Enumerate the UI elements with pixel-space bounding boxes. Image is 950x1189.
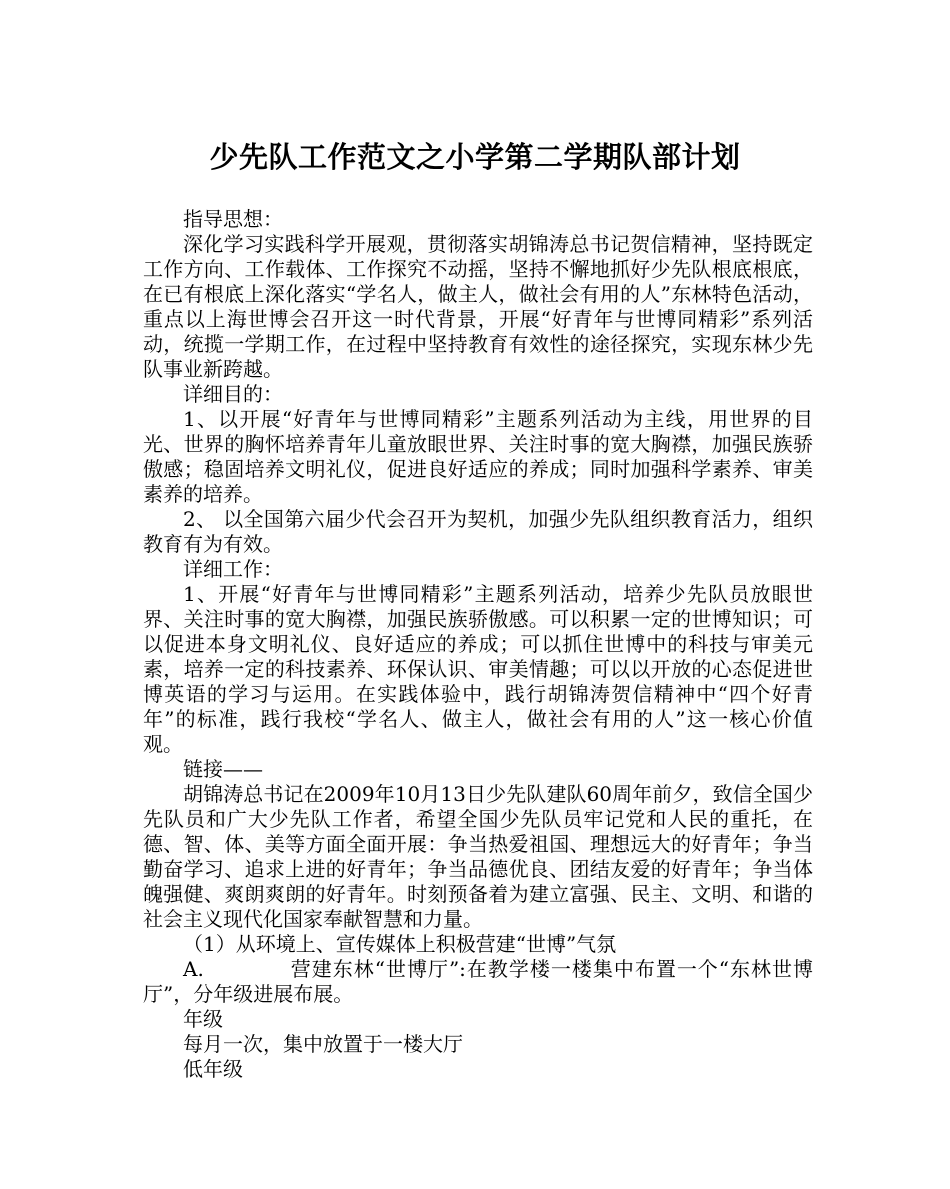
paragraph-subheading-1: （1）从环境上、宣传媒体上积极营建“世博”气氛: [183, 932, 617, 956]
paragraph-link-text: 胡锦涛总书记在2009年10月13日少先队建队60周年前夕，致信全国少先队员和广大少先队工作者，希望全国少先队员牢记党和人民的重托，在德、智、体、美等方面全面开展：争当热爱祖国、理想远大的好青年；争当勤奋学习、追求上进的好青年；争当品德优良、团结友爱的好青年；争当体魄强健、爽朗爽朗的好青年。时刻预备着为建立富强、民主、文明、和谐的社会主义现代化国家奉献智慧和力量。: [143, 782, 813, 931]
paragraph-work-1: 1、开展“好青年与世博同精彩”主题系列活动，培养少先队员放眼世界、关注时事的宽大胸襟，加强民族骄傲感。可以积累一定的世博知识；可以促进本身文明礼仪、良好适应的养成；可以抓住世博中的科技与审美元素，培养一定的科技素养、环保认识、审美情趣；可以以开放的心态促进世博英语的学习与运用。在实践体验中，践行胡锦涛贺信精神中“四个好青年”的标准，践行我校“学名人、做主人，做社会有用的人”这一核心价值观。: [143, 582, 813, 756]
document-body: [143, 207, 813, 1082]
paragraph-monthly-note: 每月一次，集中放置于一楼大厅: [183, 1032, 463, 1056]
paragraph-goal-2: 2、 以全国第六届少代会召开为契机，加强少先队组织教育活力，组织教育有为有效。: [143, 507, 813, 556]
document-title: 少先队工作范文之小学第二学期队部计划: [209, 140, 741, 174]
paragraph-work-heading: 详细工作：: [183, 557, 283, 581]
paragraph-goal-1: 1、以开展“好青年与世博同精彩”主题系列活动为主线，用世界的目光、世界的胸怀培养青年儿童放眼世界、关注时事的宽大胸襟，加强民族骄傲感；稳固培养文明礼仪，促进良好适应的养成；同时加强科学素养、审美素养的培养。: [143, 407, 813, 506]
paragraph-grade-label: 年级: [183, 1007, 223, 1031]
item-a-text: 营建东林“世博厅”:在教学楼一楼集中布置一个“东林世博厅”，分年级进展布展。: [143, 957, 813, 1006]
paragraph-lower-grade: 低年级: [183, 1057, 243, 1081]
paragraph-goals-heading: 详细目的：: [183, 382, 283, 406]
item-a-marker: A.: [183, 957, 204, 981]
paragraph-link-heading: 链接——: [183, 757, 263, 781]
paragraph-guiding-heading: 指导思想：: [183, 207, 283, 231]
paragraph-guiding-text: 深化学习实践科学开展观，贯彻落实胡锦涛总书记贺信精神，坚持既定工作方向、工作载体、工作探究不动摇，坚持不懈地抓好少先队根底根底，在已有根底上深化落实“学名人，做主人，做社会有用的人”东林特色活动，重点以上海世博会召开这一时代背景，开展“好青年与世博同精彩”系列活动，统揽一学期工作，在过程中坚持教育有效性的途径探究，实现东林少先队事业新跨越。: [143, 232, 813, 381]
paragraph-item-a: [143, 957, 813, 1007]
